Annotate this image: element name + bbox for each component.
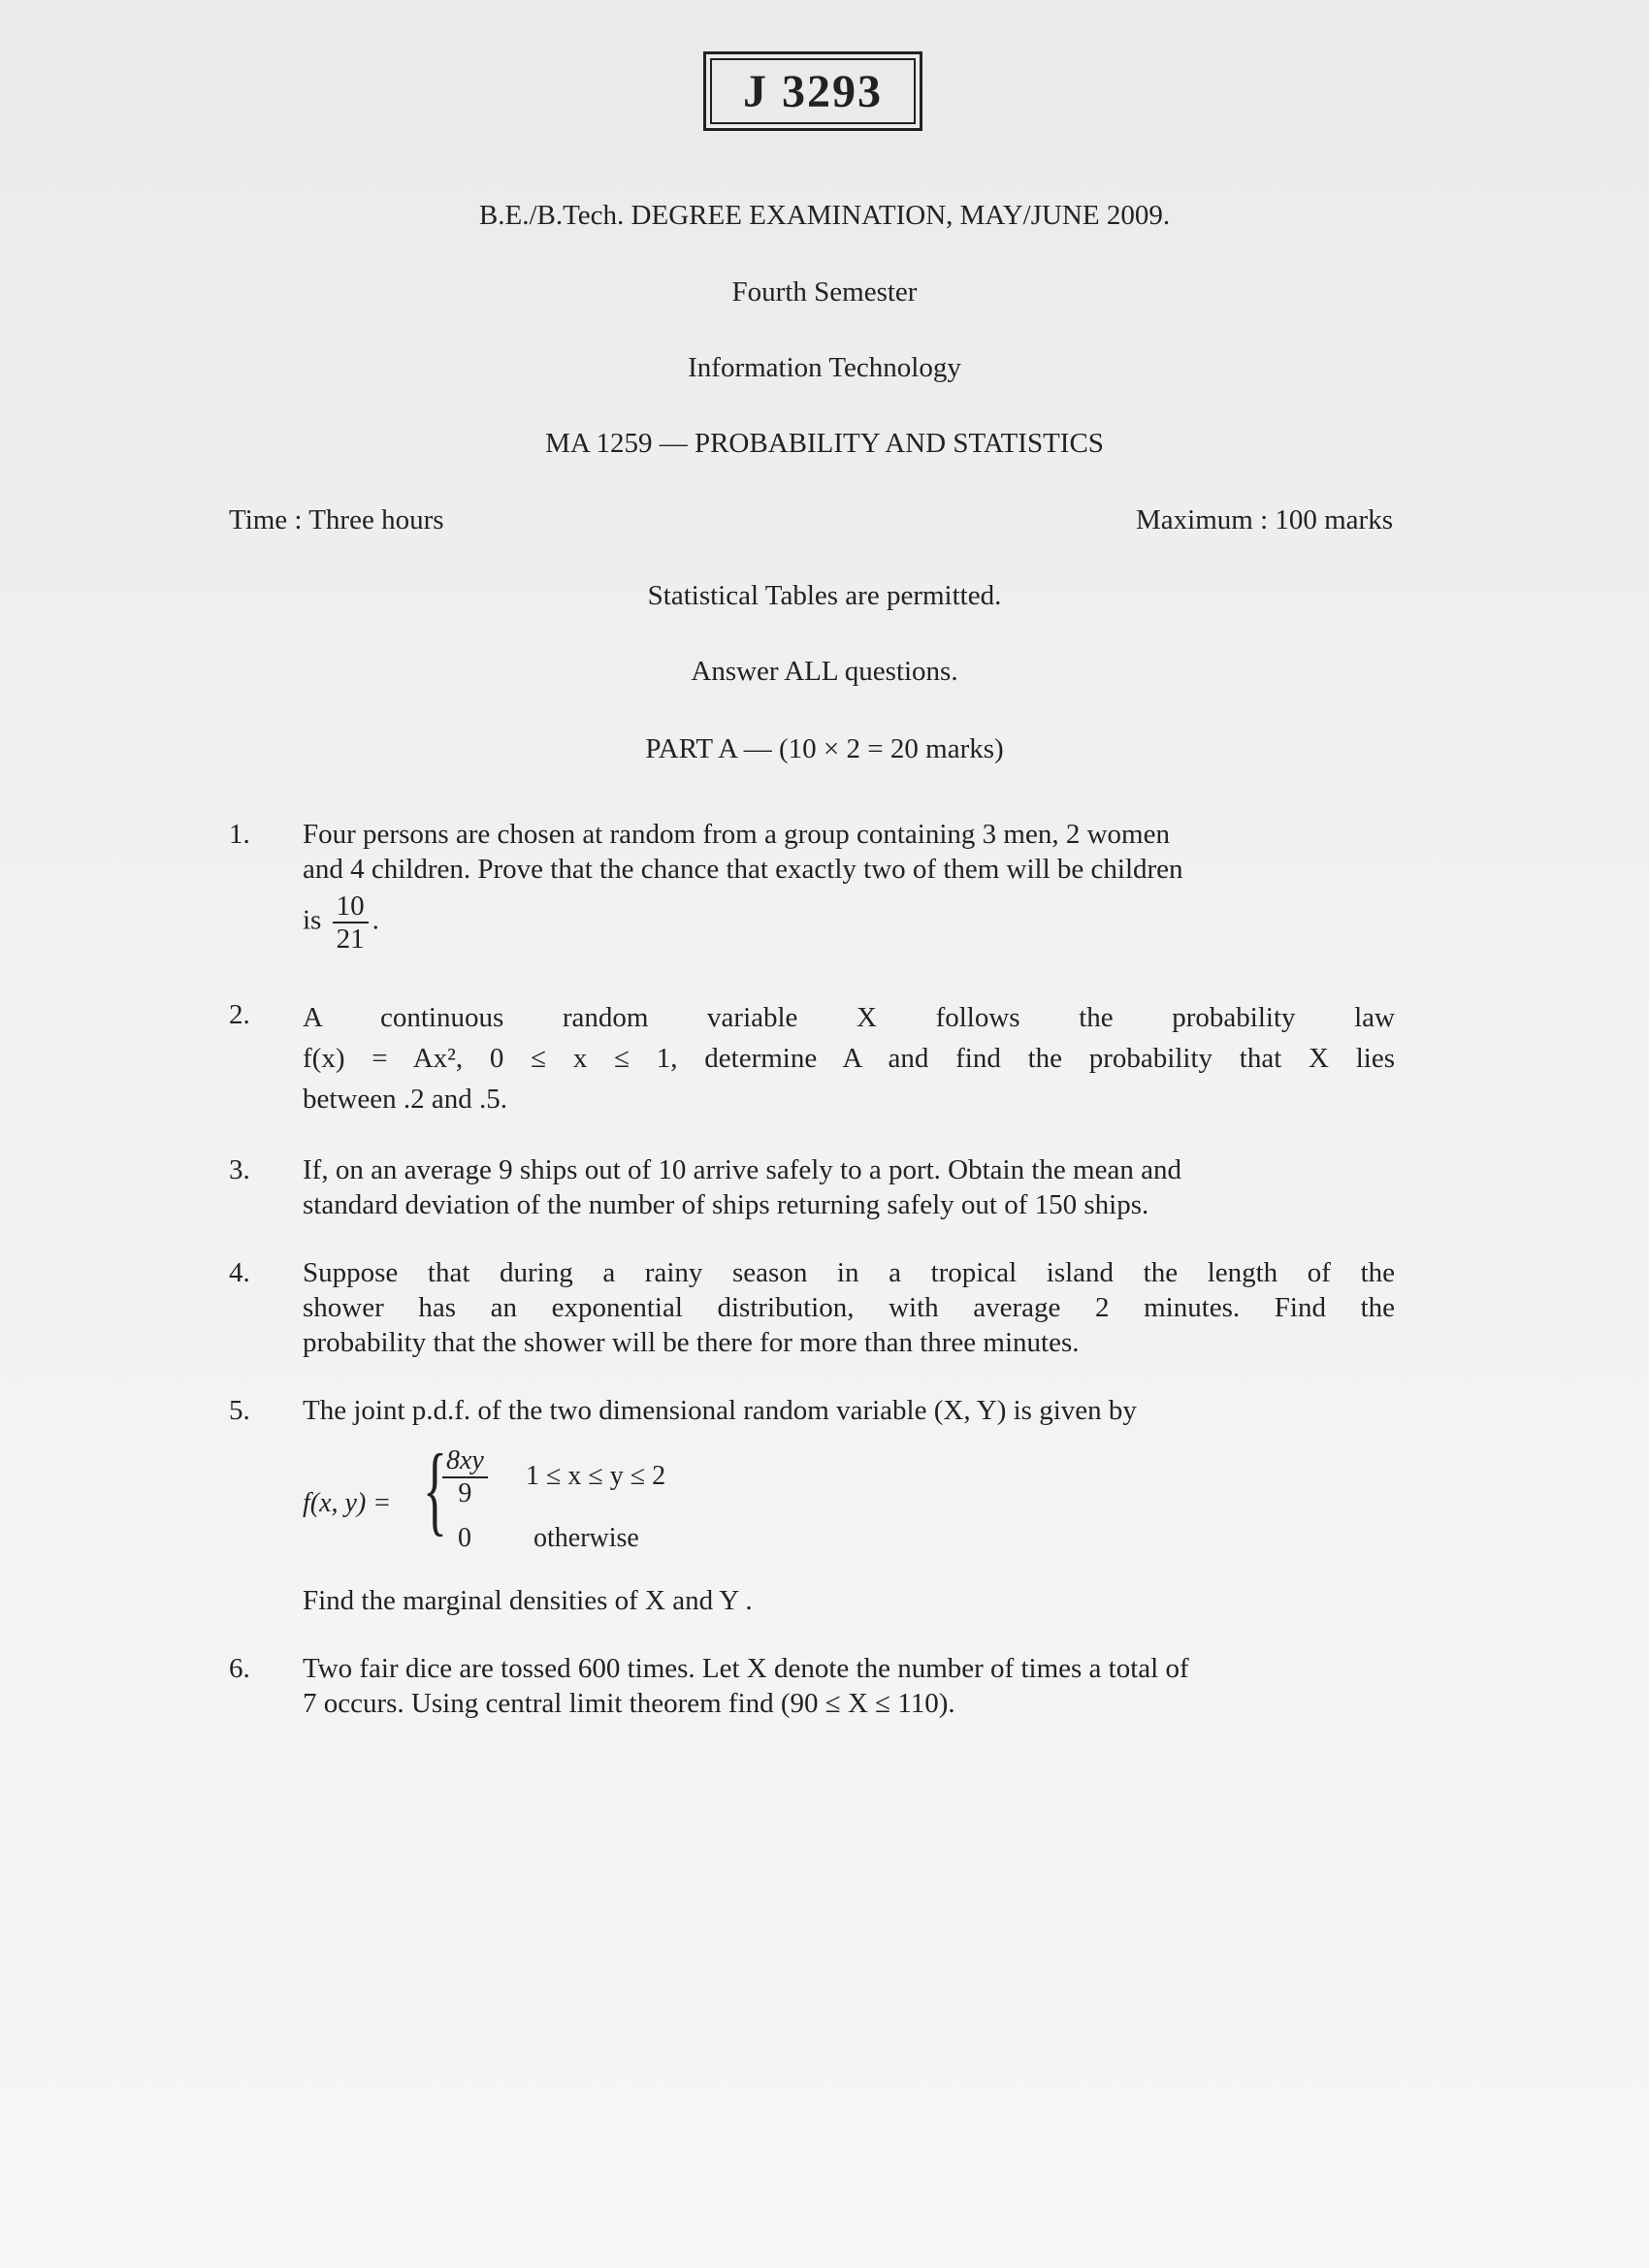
pdf-otherwise: otherwise — [534, 1523, 639, 1553]
question-line: The joint p.d.f. of the two dimensional random variable (X, Y) is given by — [303, 1395, 1137, 1426]
paper-code-box — [703, 51, 922, 131]
question-line: probability that the shower will be there for more than three minutes. — [303, 1327, 1080, 1358]
pdf-fraction — [442, 1445, 488, 1509]
question-number: 3. — [229, 1154, 250, 1185]
part-a-heading: PART A — (10 × 2 = 20 marks) — [645, 733, 1004, 764]
fraction-denominator: 9 — [458, 1478, 472, 1508]
question-line: and 4 children. Prove that the chance that exactly two of them will be children — [303, 854, 1183, 885]
question-line: If, on an average 9 ships out of 10 arrive safely to a port. Obtain the mean and — [303, 1154, 1181, 1185]
question-line: between .2 and .5. — [303, 1084, 507, 1115]
time-label: Time : Three hours — [229, 504, 444, 535]
question-line: Two fair dice are tossed 600 times. Let X denote the number of times a total of — [303, 1653, 1189, 1684]
question-line: Suppose that during a rainy season in a tropical island the length of the — [303, 1257, 1395, 1288]
semester: Fourth Semester — [731, 276, 918, 308]
answer-all-note: Answer ALL questions. — [691, 656, 958, 687]
fraction — [333, 891, 369, 955]
question-text: . — [372, 904, 379, 936]
fraction-numerator: 8xy — [442, 1445, 488, 1478]
question-line: A continuous random variable X follows the probability law — [303, 1002, 1395, 1033]
question-line: Find the marginal densities of X and Y . — [303, 1585, 753, 1616]
question-line: Four persons are chosen at random from a group containing 3 men, 2 women — [303, 819, 1170, 850]
joint-pdf-formula — [303, 1434, 885, 1562]
subject-title: MA 1259 — PROBABILITY AND STATISTICS — [545, 428, 1104, 459]
exam-title: B.E./B.Tech. DEGREE EXAMINATION, MAY/JUNE 2009. — [478, 200, 1171, 231]
question-line: shower has an exponential distribution, with average 2 minutes. Find the — [303, 1292, 1395, 1323]
pdf-zero: 0 — [458, 1523, 471, 1553]
max-marks-label: Maximum : 100 marks — [1135, 504, 1393, 535]
fraction-denominator: 21 — [336, 923, 365, 955]
paper-code: J 3293 — [743, 65, 883, 117]
question-number: 2. — [229, 999, 250, 1030]
question-number: 6. — [229, 1653, 250, 1684]
pdf-lhs: f(x, y) = — [303, 1488, 392, 1518]
pdf-condition: 1 ≤ x ≤ y ≤ 2 — [526, 1461, 666, 1491]
question-number: 4. — [229, 1257, 250, 1288]
question-line: standard deviation of the number of ships returning safely out of 150 ships. — [303, 1189, 1149, 1220]
fraction-numerator: 10 — [333, 891, 369, 923]
question-text: is — [303, 904, 322, 936]
question-line: f(x) = Ax², 0 ≤ x ≤ 1, determine A and find the probability that X lies — [303, 1043, 1395, 1074]
branch: Information Technology — [688, 352, 961, 383]
brace-symbol: { — [423, 1434, 447, 1545]
tables-note: Statistical Tables are permitted. — [647, 580, 1002, 611]
question-number: 5. — [229, 1395, 250, 1426]
question-line: 7 occurs. Using central limit theorem find (90 ≤ X ≤ 110). — [303, 1688, 955, 1719]
question-number: 1. — [229, 819, 250, 850]
